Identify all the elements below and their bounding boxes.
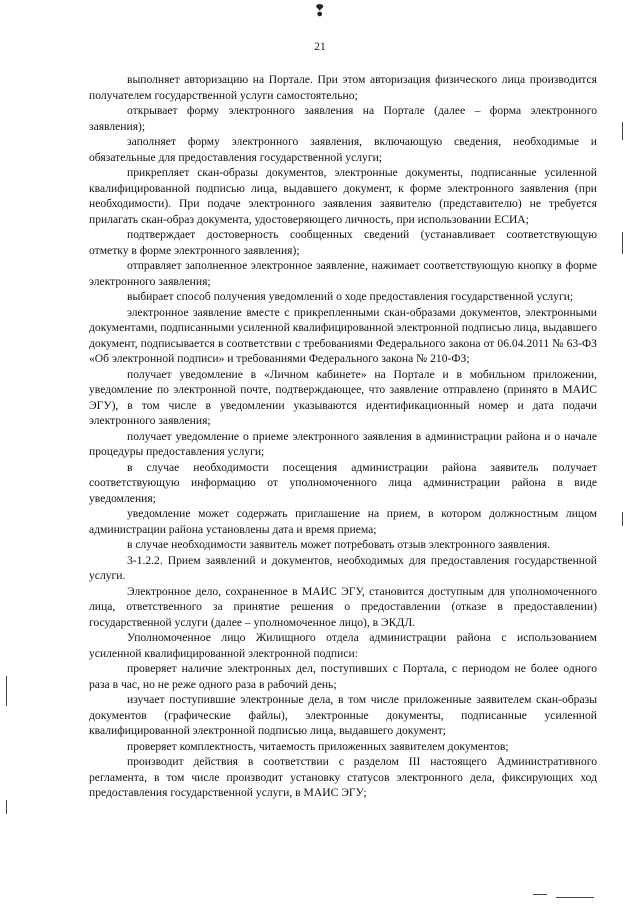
paragraph: изучает поступившие электронные дела, в том числе приложенные заявителем скан-образы документов (графические файлы), электронные документы, подписанные усиленной квалифицированной электронной подписью лица, выдавшего документ; xyxy=(89,693,597,737)
paragraph: заполняет форму электронного заявления, включающую сведения, необходимые и обязательные для предоставления государственной услуги; xyxy=(89,135,597,164)
paragraph: проверяет наличие электронных дел, поступивших с Портала, с периодом не более одного раза в час, но не реже одного раза в рабочий день; xyxy=(89,662,597,691)
pin-mark-icon: ❢ xyxy=(313,3,327,20)
paragraph: выбирает способ получения уведомлений о ходе предоставления государственной услуги; xyxy=(127,290,574,303)
page-number: 21 xyxy=(314,41,326,53)
paragraph: Уполномоченное лицо Жилищного отдела администрации района с использованием усиленной квалифицированной электронной подписи: xyxy=(89,631,597,660)
paragraph: в случае необходимости посещения администрации района заявитель получает соответствующую информацию от уполномоченного лица администрации района в виде уведомления; xyxy=(89,460,597,505)
scan-artifact-line xyxy=(622,512,623,526)
scan-artifact-line xyxy=(622,232,623,254)
paragraph: прикрепляет скан-образы документов, электронные документы, подписанные усиленной квалифицированной подписью лица, выдавшего документ, к форме электронного заявления (при необходимости). При подаче электронного заявления заявителю (представителю) не требуется прилагать скан-образ документа, удостоверяющего личность, при использовании ЕСИА; xyxy=(89,166,597,226)
scan-artifact-line xyxy=(6,800,7,814)
paragraph: производит действия в соответствии с разделом III настоящего Административного регламента, в том числе производит установку статусов электронного дела, фиксирующих ход предоставления государственной услуги, в МАИС ЭГУ; xyxy=(89,755,597,799)
scan-artifact-line xyxy=(533,894,547,895)
paragraph: Электронное дело, сохраненное в МАИС ЭГУ, становится доступным для уполномоченного лица, ответственного за принятие решения о предоставлении (отказе в предоставлении) государственной услуги (далее – уполномоченное лицо), в ЭКДЛ. xyxy=(89,584,597,629)
paragraph: подтверждает достоверность сообщенных сведений (устанавливает соответствующую отметку в форме электронного заявления); xyxy=(89,228,597,257)
paragraph: отправляет заполненное электронное заявление, нажимает соответствующую кнопку в форме электронного заявления; xyxy=(89,259,597,288)
paragraph: выполняет авторизацию на Портале. При этом авторизация физического лица производится получателем государственной услуги самостоятельно; xyxy=(89,73,597,102)
document-body xyxy=(89,72,597,801)
scan-artifact-line xyxy=(622,122,623,140)
paragraph: открывает форму электронного заявления на Портале (далее – форма электронного заявления); xyxy=(89,104,597,133)
paragraph: получает уведомление в «Личном кабинете» на Портале и в мобильном приложении, уведомление по электронной почте, подтверждающее, что заявление отправлено (принято в МАИС ЭГУ), в том числе в уведомлении указываются идентификационный номер и дата подачи электронного заявления; xyxy=(89,367,597,427)
paragraph: получает уведомление о приеме электронного заявления в администрации района и о начале процедуры предоставления услуги; xyxy=(89,429,597,458)
scan-artifact-line xyxy=(556,897,594,898)
section-heading-3-1-2-2: 3-1.2.2. Прием заявлений и документов, необходимых для предоставления государственной услуги. xyxy=(89,553,597,582)
scan-artifact-line xyxy=(6,676,7,706)
paragraph: в случае необходимости заявитель может потребовать отзыв электронного заявления. xyxy=(127,538,551,551)
paragraph: уведомление может содержать приглашение на прием, в котором должностным лицом администрации района установлены дата и время приема; xyxy=(89,507,597,536)
paragraph: проверяет комплектность, читаемость приложенных заявителем документов; xyxy=(127,739,509,753)
paragraph: электронное заявление вместе с прикрепленными скан-образами документов, электронными документами, подписанными усиленной квалифицированной электронной подписью лица, выдавшего документ, подписывается в соответствии с требованиями Федерального закона от 06.04.2011 № 63-ФЗ «Об электронной подписи» и требованиями Федерального закона № 210-ФЗ; xyxy=(89,305,597,365)
